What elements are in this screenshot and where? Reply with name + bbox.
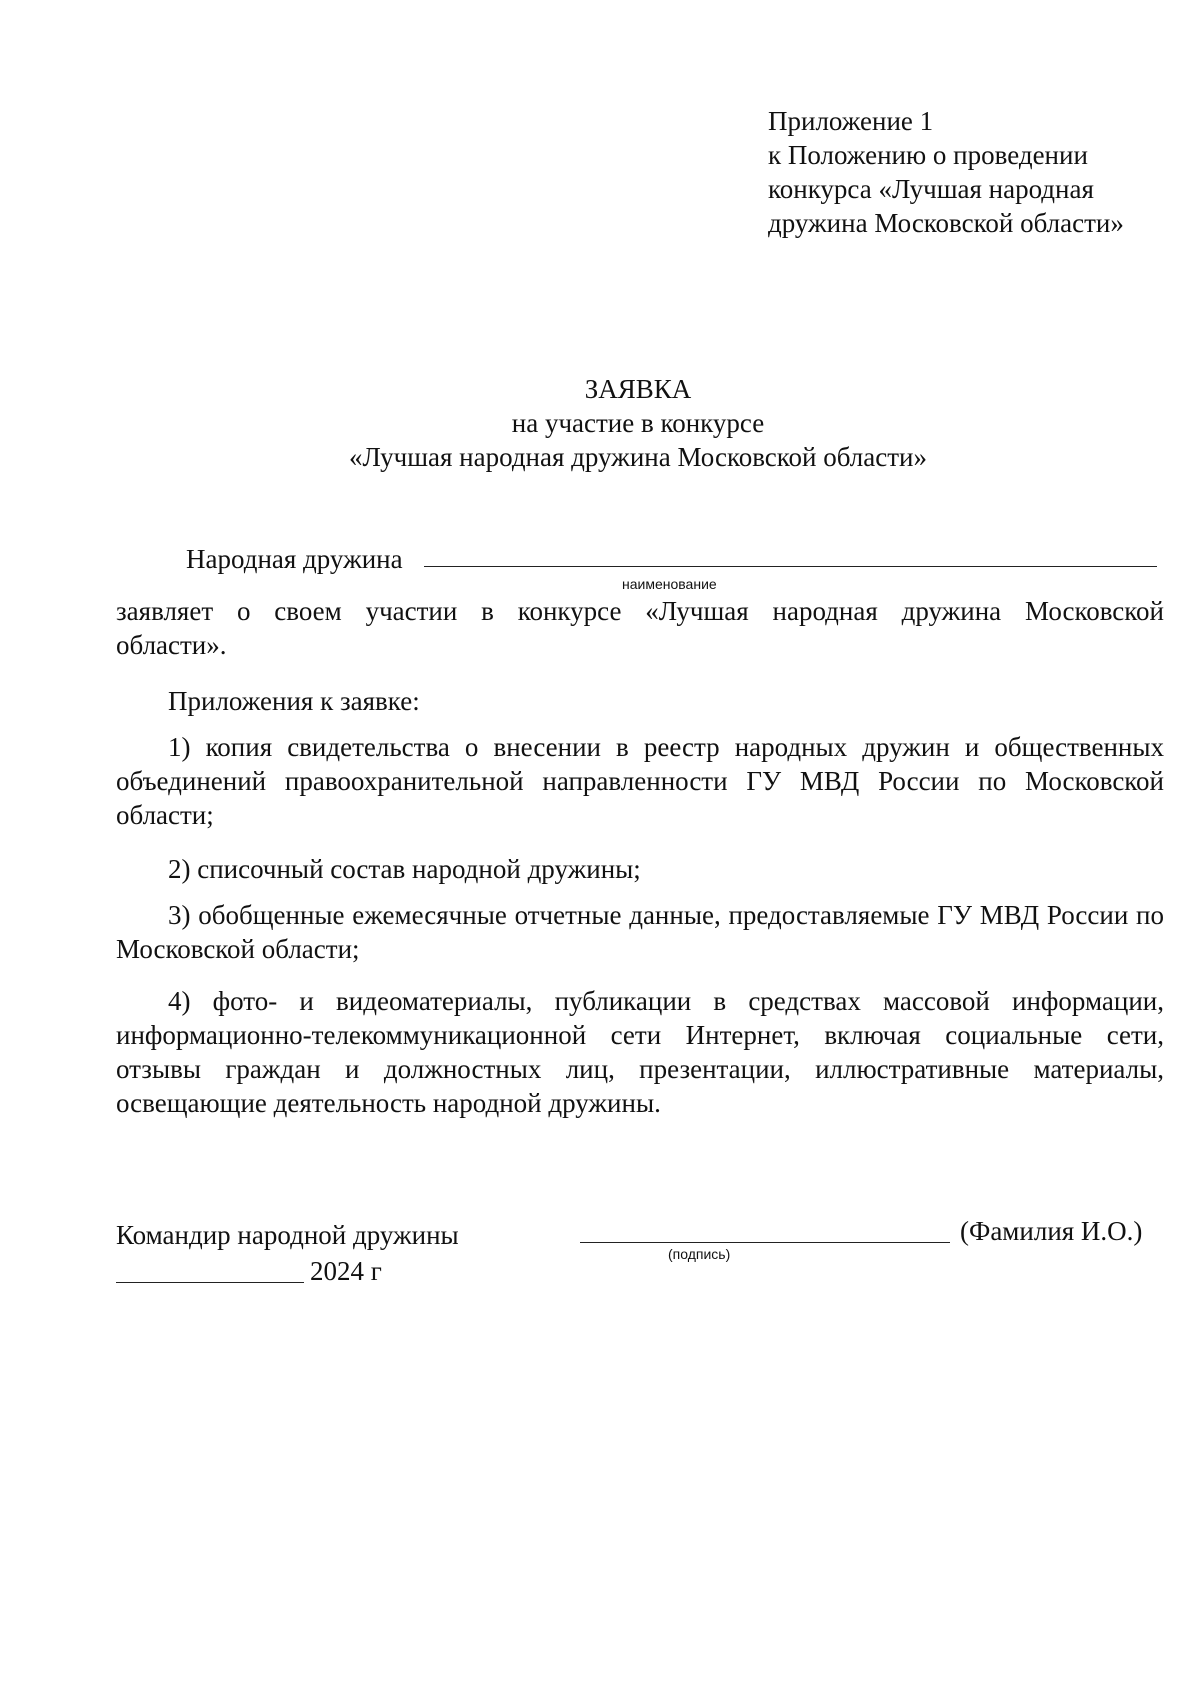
signature-field[interactable] xyxy=(580,1242,950,1243)
attachment-item-2: 2) списочный состав народной дружины; xyxy=(168,854,641,884)
title-sub-1: на участие в конкурсе xyxy=(511,408,765,438)
appendix-line-2: к Положению о проведении xyxy=(768,140,1088,170)
appendix-line-4: дружина Московской области» xyxy=(768,208,1124,238)
signature-caption: (подпись) xyxy=(668,1246,731,1262)
title-sub-2: «Лучшая народная дружина Московской области» xyxy=(349,442,927,472)
attachments-heading: Приложения к заявке: xyxy=(168,686,420,716)
attachment-item-3: 3) обобщенные ежемесячные отчетные данные, предоставляемые ГУ МВД России по Московской области; xyxy=(116,900,1164,964)
document-title xyxy=(0,372,1200,474)
date-year: 2024 г xyxy=(310,1256,382,1286)
date-field[interactable] xyxy=(116,1282,304,1283)
appendix-line-1: Приложение 1 xyxy=(768,106,934,136)
attachment-item-1: 1) копия свидетельства о внесении в реестр народных дружин и общественных объединений правоохранительной направленности ГУ МВД России по Московской области; xyxy=(116,732,1164,830)
declares-line-2: области». xyxy=(116,630,227,660)
title-main: ЗАЯВКА xyxy=(584,374,692,404)
druzhina-name-field[interactable] xyxy=(424,566,1157,567)
fio-label: (Фамилия И.О.) xyxy=(960,1216,1143,1246)
declares-line-1: заявляет о своем участии в конкурсе «Лучшая народная дружина Московской xyxy=(116,596,1164,626)
attachment-item-4: 4) фото- и видеоматериалы, публикации в средствах массовой информации, информационно-телекоммуникационной сети Интернет, включая социальные сети, отзывы граждан и должностных лиц, презентации, иллюстративные материалы, освещающие деятельность народной дружины. xyxy=(116,986,1164,1118)
declares-paragraph xyxy=(116,594,1164,662)
appendix-header xyxy=(768,104,1124,240)
appendix-line-3: конкурса «Лучшая народная xyxy=(768,174,1094,204)
druzhina-label: Народная дружина xyxy=(186,544,403,574)
commander-label: Командир народной дружины xyxy=(116,1220,459,1250)
druzhina-name-caption: наименование xyxy=(622,576,717,592)
